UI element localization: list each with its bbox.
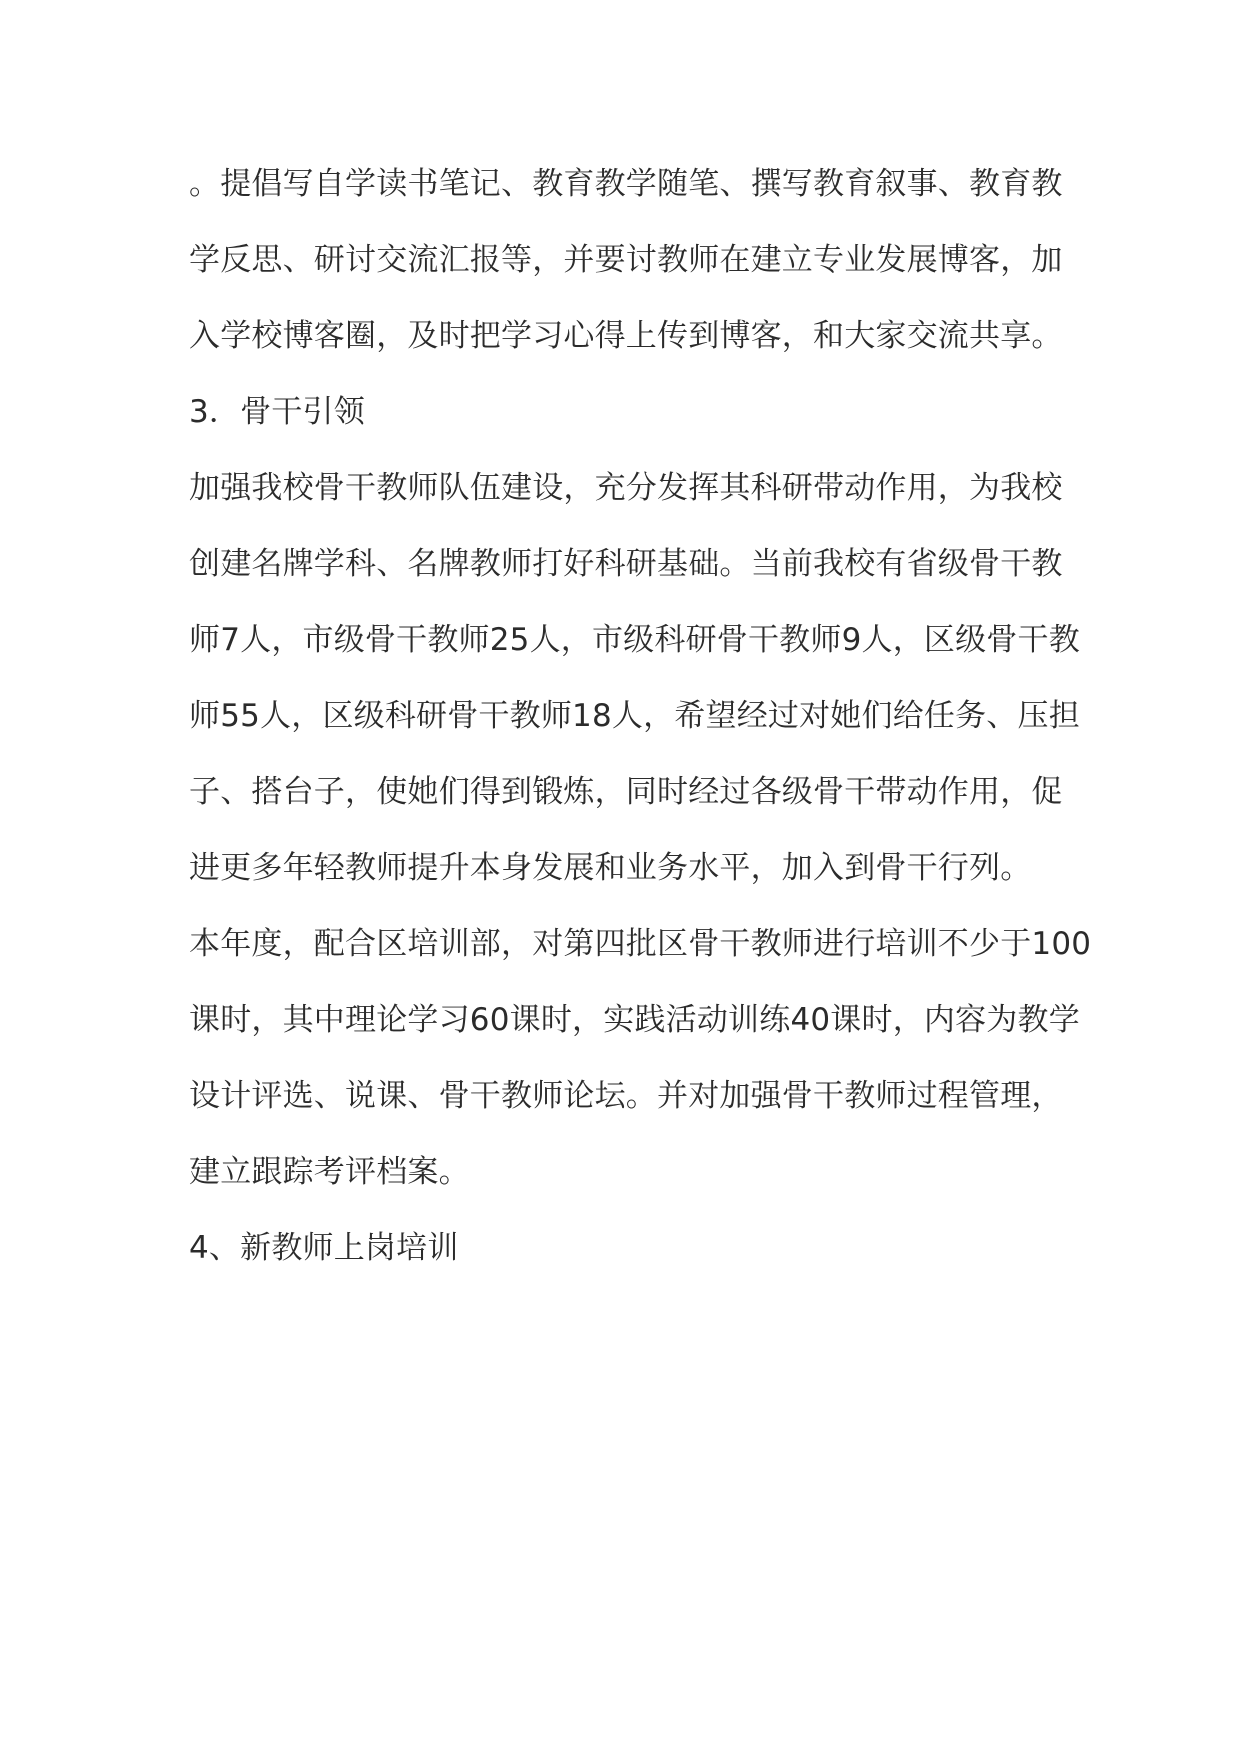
text-line: 加强我校骨干教师队伍建设，充分发挥其科研带动作用，为我校 [189, 470, 1063, 506]
paragraph-intro [189, 165, 1063, 355]
paragraph-training [189, 925, 1092, 1191]
text-line: 师7人，市级骨干教师25人，市级科研骨干教师9人，区级骨干教 [189, 622, 1080, 658]
text-line: 入学校博客圈，及时把学习心得上传到博客，和大家交流共享。 [189, 318, 1063, 354]
text-line: 进更多年轻教师提升本身发展和业务水平，加入到骨干行列。 [189, 850, 1032, 886]
text-line: 建立跟踪考评档案。 [189, 1154, 470, 1190]
text-line: 师55人，区级科研骨干教师18人，希望经过对她们给任务、压担 [189, 698, 1080, 734]
document-body [189, 165, 1092, 1267]
paragraph-backbone [189, 469, 1080, 887]
text-line: 本年度，配合区培训部，对第四批区骨干教师进行培训不少于100 [189, 926, 1092, 962]
text-line: 。提倡写自学读书笔记、教育教学随笔、撰写教育叙事、教育教 [189, 166, 1063, 202]
text-line: 子、搭台子，使她们得到锻炼，同时经过各级骨干带动作用，促 [189, 774, 1063, 810]
section-heading-4: 4、新教师上岗培训 [189, 1230, 459, 1266]
section-heading-3: 3．骨干引领 [189, 394, 365, 430]
text-line: 课时，其中理论学习60课时，实践活动训练40课时，内容为教学 [189, 1002, 1080, 1038]
text-line: 学反思、研讨交流汇报等，并要讨教师在建立专业发展博客，加 [189, 242, 1063, 278]
text-line: 设计评选、说课、骨干教师论坛。并对加强骨干教师过程管理， [189, 1078, 1063, 1114]
text-line: 创建名牌学科、名牌教师打好科研基础。当前我校有省级骨干教 [189, 546, 1063, 582]
